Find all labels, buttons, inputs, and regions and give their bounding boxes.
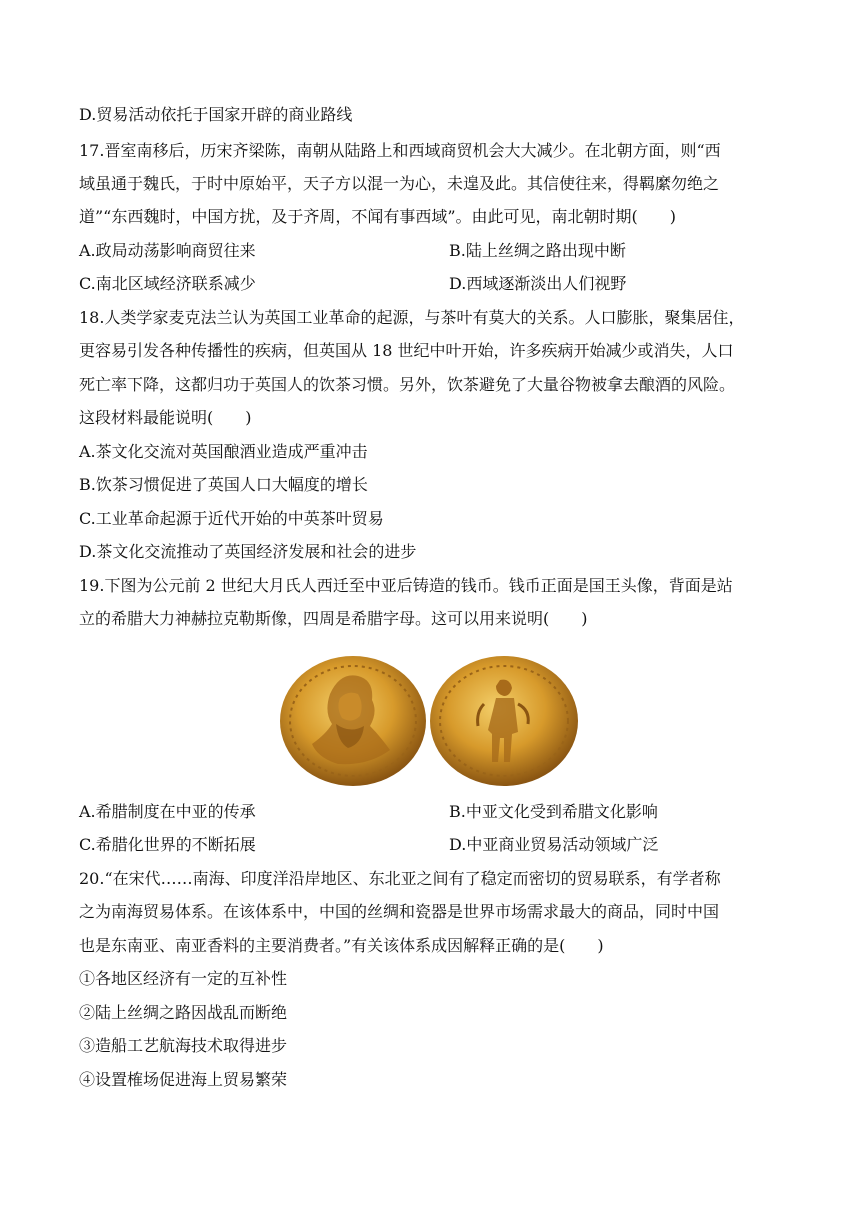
q17-options-row-2 — [79, 273, 627, 295]
q20-item-2: ②陆上丝绸之路因战乱而断绝 — [79, 1003, 288, 1022]
q17-options-row-1 — [79, 240, 626, 262]
q18-option-d: D.茶文化交流推动了英国经济发展和社会的进步 — [79, 542, 417, 561]
q17-stem-line-3: 道”“东西魏时，中国方扰，及于齐周，不闻有事西域”。由此可见，南北朝时期( ) — [79, 207, 677, 226]
q16-option-d: D.贸易活动依托于国家开辟的商业路线 — [79, 105, 353, 124]
kushan-coin-image — [278, 654, 580, 788]
q18-stem-line-1: 18.人类学家麦克法兰认为英国工业革命的起源，与茶叶有莫大的关系。人口膨胀，聚集居住， — [79, 308, 745, 327]
q19-stem-line-2: 立的希腊大力神赫拉克勒斯像，四周是希腊字母。这可以用来说明( ) — [79, 609, 588, 628]
q17-option-a: A.政局动荡影响商贸往来 — [79, 241, 256, 260]
q20-stem-line-1: 20.“在宋代……南海、印度洋沿岸地区、东北亚之间有了稳定而密切的贸易联系，有学者称 — [79, 869, 721, 888]
q17-stem-line-2: 域虽通于魏氏，于时中原始平，天子方以混一为心，未遑及此。其信使往来，得羁縻勿绝之 — [79, 174, 720, 193]
q17-option-d: D.西域逐渐淡出人们视野 — [449, 274, 627, 293]
coin-obverse — [280, 656, 426, 786]
q17-option-c: C.南北区域经济联系减少 — [79, 274, 256, 293]
q18-stem-line-2: 更容易引发各种传播性的疾病，但英国从 18 世纪中叶开始，许多疾病开始减少或消失，人口 — [79, 341, 734, 360]
q20-stem-line-3: 也是东南亚、南亚香料的主要消费者。”有关该体系成因解释正确的是( ) — [79, 936, 604, 955]
q20-item-3: ③造船工艺航海技术取得进步 — [79, 1036, 288, 1055]
q18-option-c: C.工业革命起源于近代开始的中英茶叶贸易 — [79, 509, 384, 528]
q17-stem-line-1: 17.晋室南移后，历宋齐梁陈，南朝从陆路上和西域商贸机会大大减少。在北朝方面，则“西 — [79, 141, 721, 160]
q17-option-b: B.陆上丝绸之路出现中断 — [449, 241, 626, 260]
q19-option-b: B.中亚文化受到希腊文化影响 — [449, 802, 658, 821]
coin-reverse — [430, 656, 578, 786]
q19-options-row-2 — [79, 834, 659, 856]
q19-options-row-1 — [79, 801, 658, 823]
q19-option-c: C.希腊化世界的不断拓展 — [79, 835, 256, 854]
q18-stem-line-3: 死亡率下降，这都归功于英国人的饮茶习惯。另外，饮茶避免了大量谷物被拿去酿酒的风险。 — [79, 375, 736, 394]
q19-stem-line-1: 19.下图为公元前 2 世纪大月氏人西迁至中亚后铸造的钱币。钱币正面是国王头像，背面是站 — [79, 576, 733, 595]
q20-item-1: ①各地区经济有一定的互补性 — [79, 969, 288, 988]
q18-option-b: B.饮茶习惯促进了英国人口大幅度的增长 — [79, 475, 368, 494]
q18-option-a: A.茶文化交流对英国酿酒业造成严重冲击 — [79, 442, 368, 461]
q20-item-4: ④设置榷场促进海上贸易繁荣 — [79, 1070, 288, 1089]
q18-stem-line-4: 这段材料最能说明( ) — [79, 408, 252, 427]
q19-option-d: D.中亚商业贸易活动领域广泛 — [449, 835, 659, 854]
q19-option-a: A.希腊制度在中亚的传承 — [79, 802, 256, 821]
q20-stem-line-2: 之为南海贸易体系。在该体系中，中国的丝绸和瓷器是世界市场需求最大的商品，同时中国 — [79, 902, 720, 921]
